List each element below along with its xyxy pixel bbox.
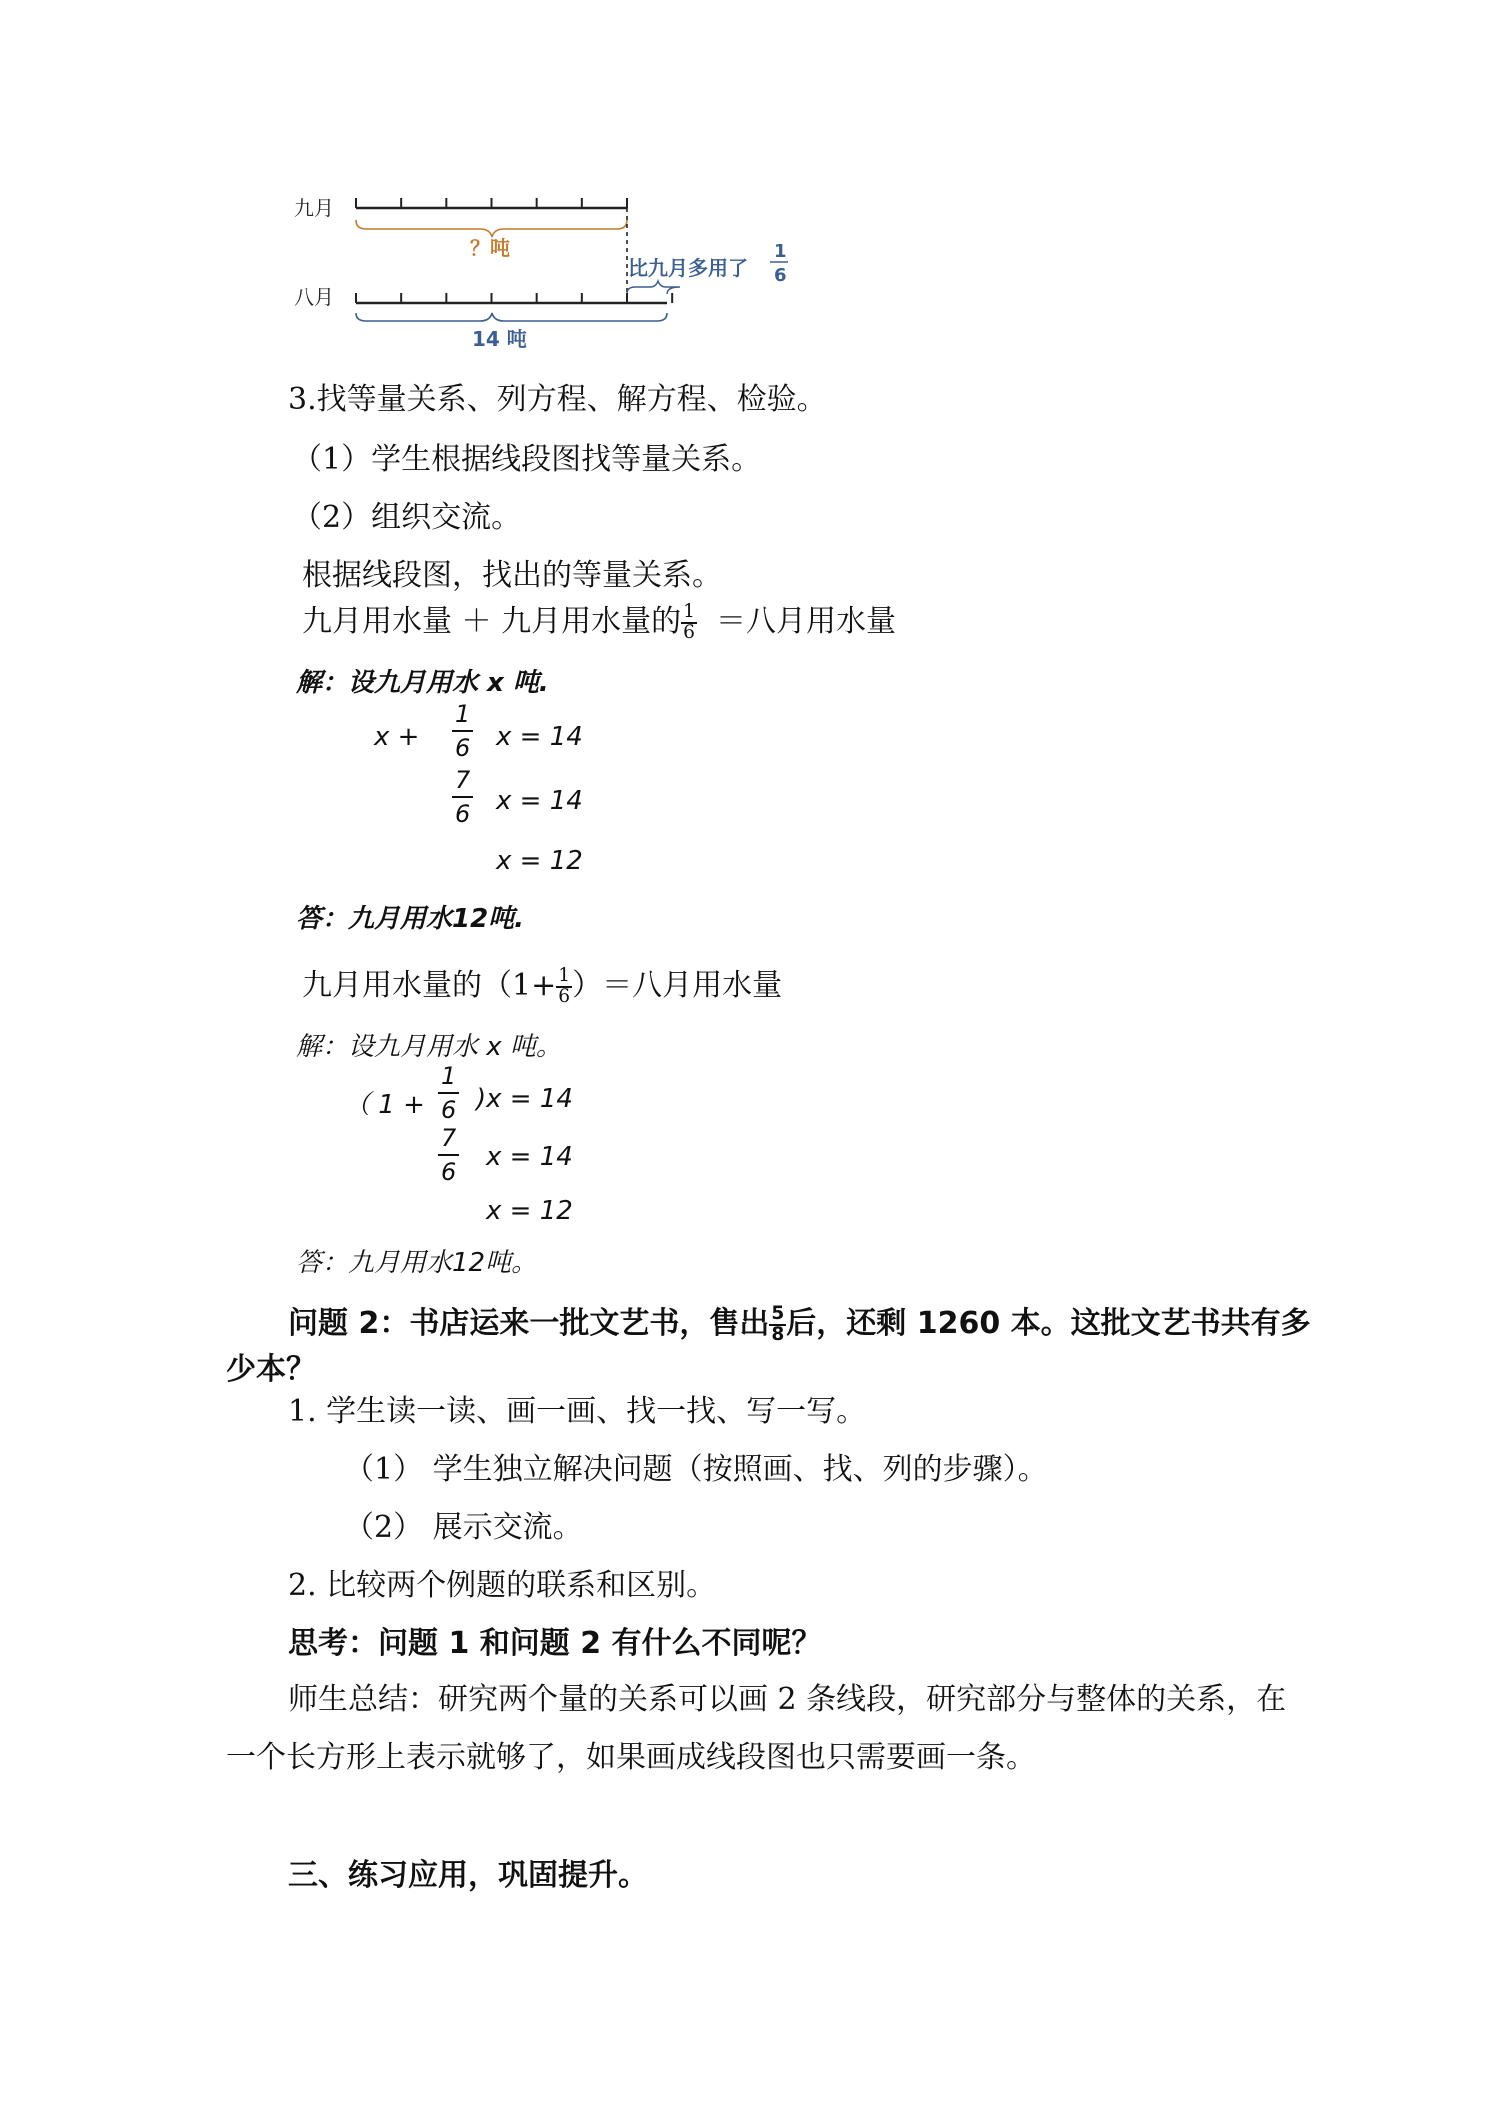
- aug-ticks: [356, 293, 672, 303]
- relation-1-frac: $\frac{1}{6}$: [683, 601, 695, 643]
- solution2-line2-frac: 7 6: [438, 1124, 459, 1186]
- problem2-line2: 少本？: [226, 1352, 316, 1387]
- solution2-let: 解：设九月用水 x 吨。: [296, 1032, 562, 1062]
- solution2-line3: x = 12: [486, 1196, 573, 1226]
- relation-1-b: ＝八月用水量: [716, 604, 896, 639]
- problem2-line1-b: 后，还剩 1260 本。这批文艺书共有多: [786, 1306, 1311, 1341]
- problem2-line1: [288, 1304, 1311, 1344]
- extra-frac-den: 6: [774, 265, 787, 286]
- sept-label: 九月: [294, 196, 334, 220]
- section3-heading: 三、练习应用，巩固提升。: [288, 1858, 648, 1893]
- extra-frac-num: 1: [774, 241, 787, 262]
- relation-intro: 根据线段图，找出的等量关系。: [302, 558, 722, 593]
- step3-sub2: （2）组织交流。: [292, 500, 522, 535]
- step3-title: 3.找等量关系、列方程、解方程、检验。: [288, 382, 827, 417]
- summary-line2: 一个长方形上表示就够了，如果画成线段图也只需要画一条。: [226, 1740, 1036, 1775]
- step-1b: （2） 展示交流。: [344, 1510, 583, 1545]
- relation-2: [302, 966, 782, 1007]
- relation-2-b: ）＝八月用水量: [572, 968, 783, 1003]
- line-segment-diagram: [290, 185, 810, 355]
- solution1-line1-a: x +: [374, 722, 420, 752]
- relation-2-a: 九月用水量的（1+: [302, 968, 557, 1003]
- relation-1: [302, 602, 896, 643]
- extra-label: 比九月多用了: [628, 256, 748, 280]
- solution1-line2-frac: 7 6: [452, 766, 473, 828]
- solution1-line3: x = 12: [496, 846, 583, 876]
- solution1-answer: 答：九月用水12吨.: [296, 904, 525, 934]
- step-2: 2. 比较两个例题的联系和区别。: [288, 1568, 717, 1603]
- problem2-line1-a: 问题 2：书店运来一批文艺书，售出: [288, 1306, 770, 1341]
- step-1: 1. 学生读一读、画一画、找一找、写一写。: [288, 1394, 867, 1429]
- relation-1-a: 九月用水量 ＋ 九月用水量的: [302, 604, 682, 639]
- relation-2-frac: $\frac{1}{6}$: [558, 965, 571, 1007]
- think-question: 思考：问题 1 和问题 2 有什么不同呢？: [288, 1626, 822, 1661]
- solution1-line1-b: x = 14: [496, 722, 583, 752]
- step-1a: （1） 学生独立解决问题（按照画、找、列的步骤）。: [344, 1452, 1048, 1487]
- solution1-line2-b: x = 14: [496, 786, 583, 816]
- step3-sub1: （1）学生根据线段图找等量关系。: [292, 442, 762, 477]
- aug-total-label: 14 吨: [472, 327, 527, 351]
- aug-label: 八月: [294, 285, 334, 309]
- problem2-frac: $\frac{5}{8}$: [771, 1302, 785, 1345]
- solution1-let: 解：设九月用水 x 吨.: [296, 668, 549, 698]
- solution2-line1-b: )x = 14: [476, 1084, 573, 1114]
- unknown-label: ？吨: [470, 236, 510, 260]
- solution2-line1-frac: 1 6: [438, 1062, 459, 1124]
- sept-ticks: [356, 198, 627, 208]
- solution2-line2-b: x = 14: [486, 1142, 573, 1172]
- solution2-answer: 答：九月用水12吨。: [296, 1248, 538, 1278]
- solution2-line1-a: （ 1 +: [344, 1090, 425, 1120]
- summary-line1: 师生总结：研究两个量的关系可以画 2 条线段，研究部分与整体的关系，在: [288, 1682, 1287, 1717]
- solution1-line1-frac: 1 6: [452, 700, 473, 762]
